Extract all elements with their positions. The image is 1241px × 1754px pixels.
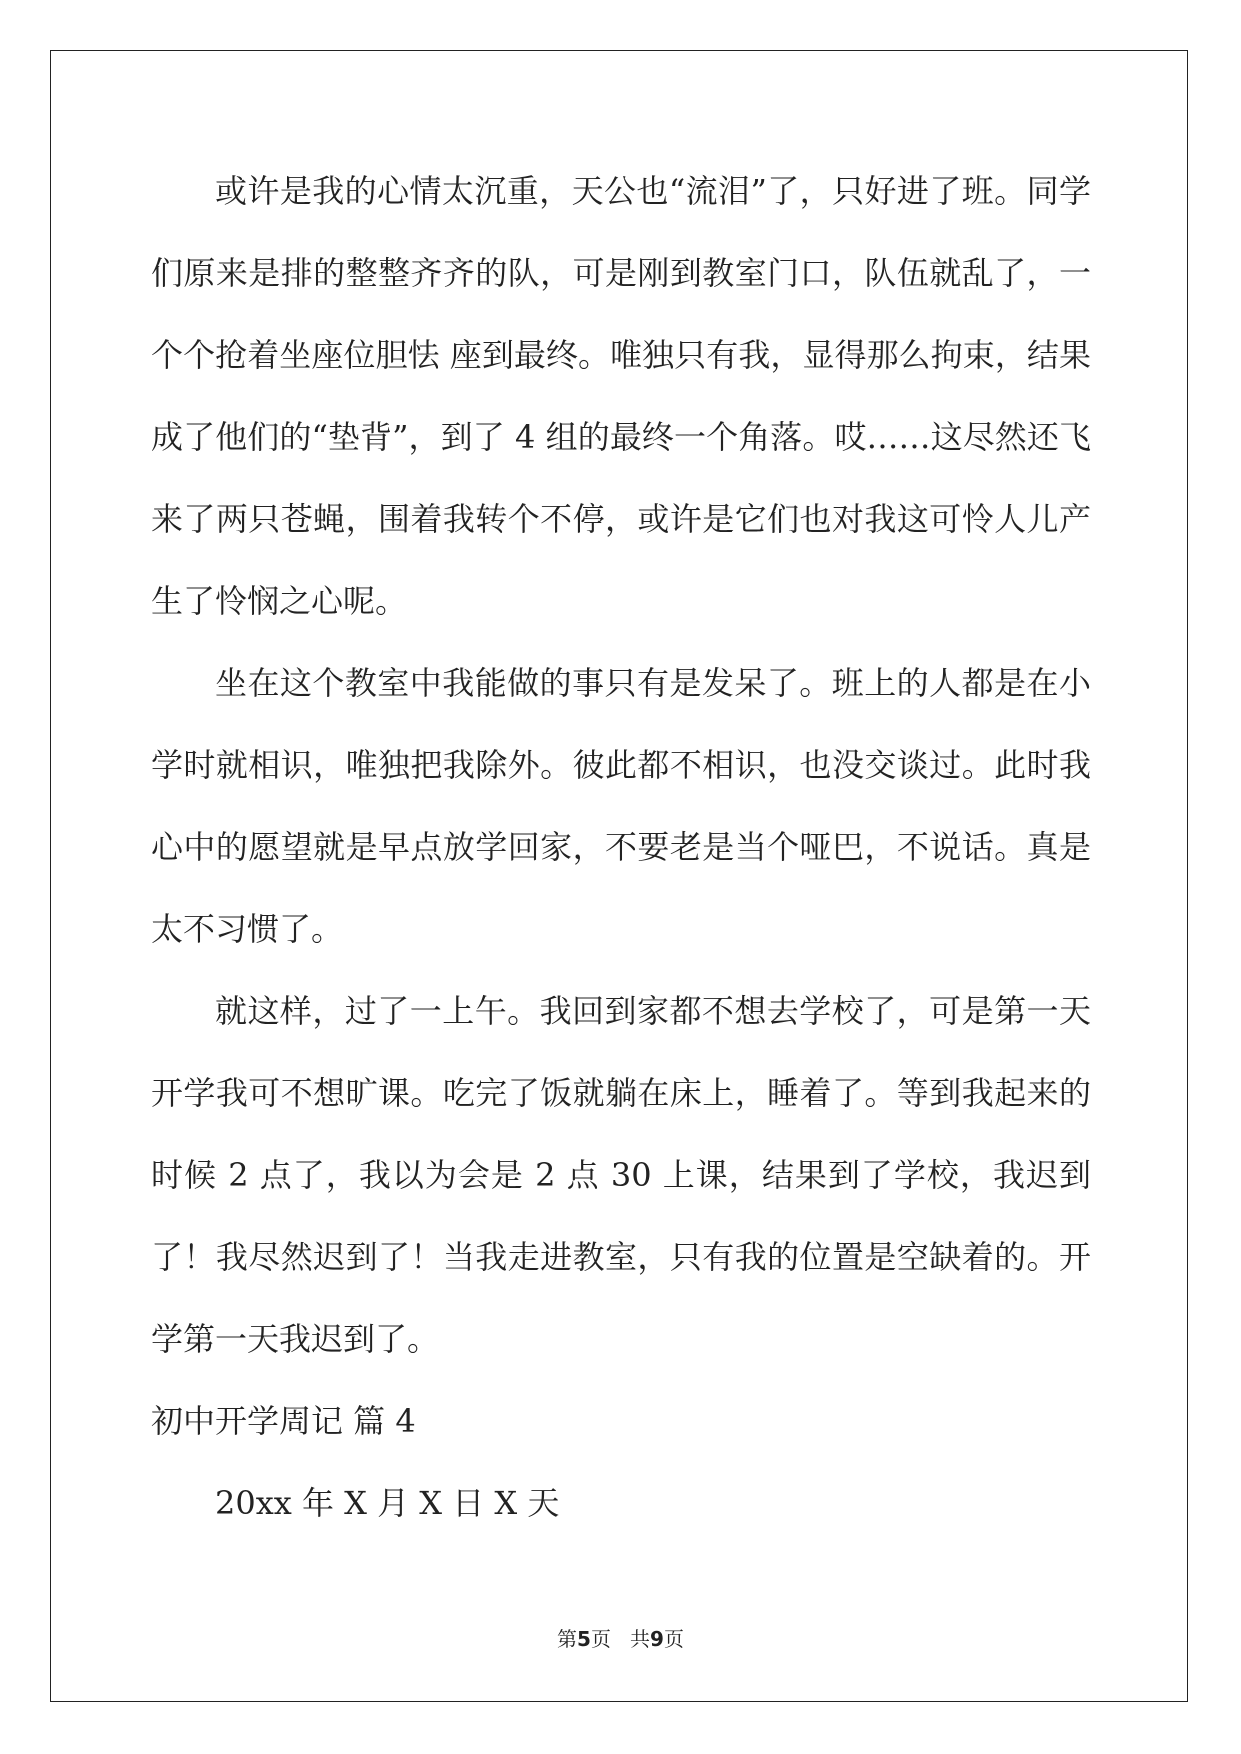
footer-middle: 页 共 bbox=[590, 1627, 651, 1651]
paragraph-1: 或许是我的心情太沉重，天公也“流泪”了，只好进了班。同学们原来是排的整整齐齐的队，可是刚到教室门口，队伍就乱了，一个个抢着坐座位胆怯 座到最终。唯独只有我，显得那么拘束，结果成了他们的“垫背”，到了 4 组的最终一个角落。哎……这尽然还飞来了两只苍蝇，围着我转个不停，或许是它们也对我这可怜人儿产生了怜悯之心呢。 bbox=[151, 172, 1091, 620]
date-line: 20xx 年 X 月 X 日 X 天 bbox=[215, 1484, 560, 1522]
footer-total-pages: 9 bbox=[650, 1627, 664, 1651]
footer-suffix: 页 bbox=[663, 1627, 684, 1651]
section-heading: 初中开学周记 篇 4 bbox=[151, 1402, 416, 1440]
document-body bbox=[151, 150, 1091, 1544]
paragraph-2: 坐在这个教室中我能做的事只有是发呆了。班上的人都是在小学时就相识，唯独把我除外。彼此都不相识，也没交谈过。此时我心中的愿望就是早点放学回家，不要老是当个哑巴，不说话。真是太不习惯了。 bbox=[151, 664, 1091, 948]
paragraph-3: 就这样，过了一上午。我回到家都不想去学校了，可是第一天开学我可不想旷课。吃完了饭就躺在床上，睡着了。等到我起来的时候 2 点了，我以为会是 2 点 30 上课，结果到了学校，我迟到了！我尽然迟到了！当我走进教室，只有我的位置是空缺着的。开学第一天我迟到了。 bbox=[151, 992, 1091, 1358]
page-footer bbox=[0, 1623, 1241, 1652]
footer-prefix: 第 bbox=[557, 1627, 578, 1651]
footer-page-number: 5 bbox=[577, 1627, 591, 1651]
